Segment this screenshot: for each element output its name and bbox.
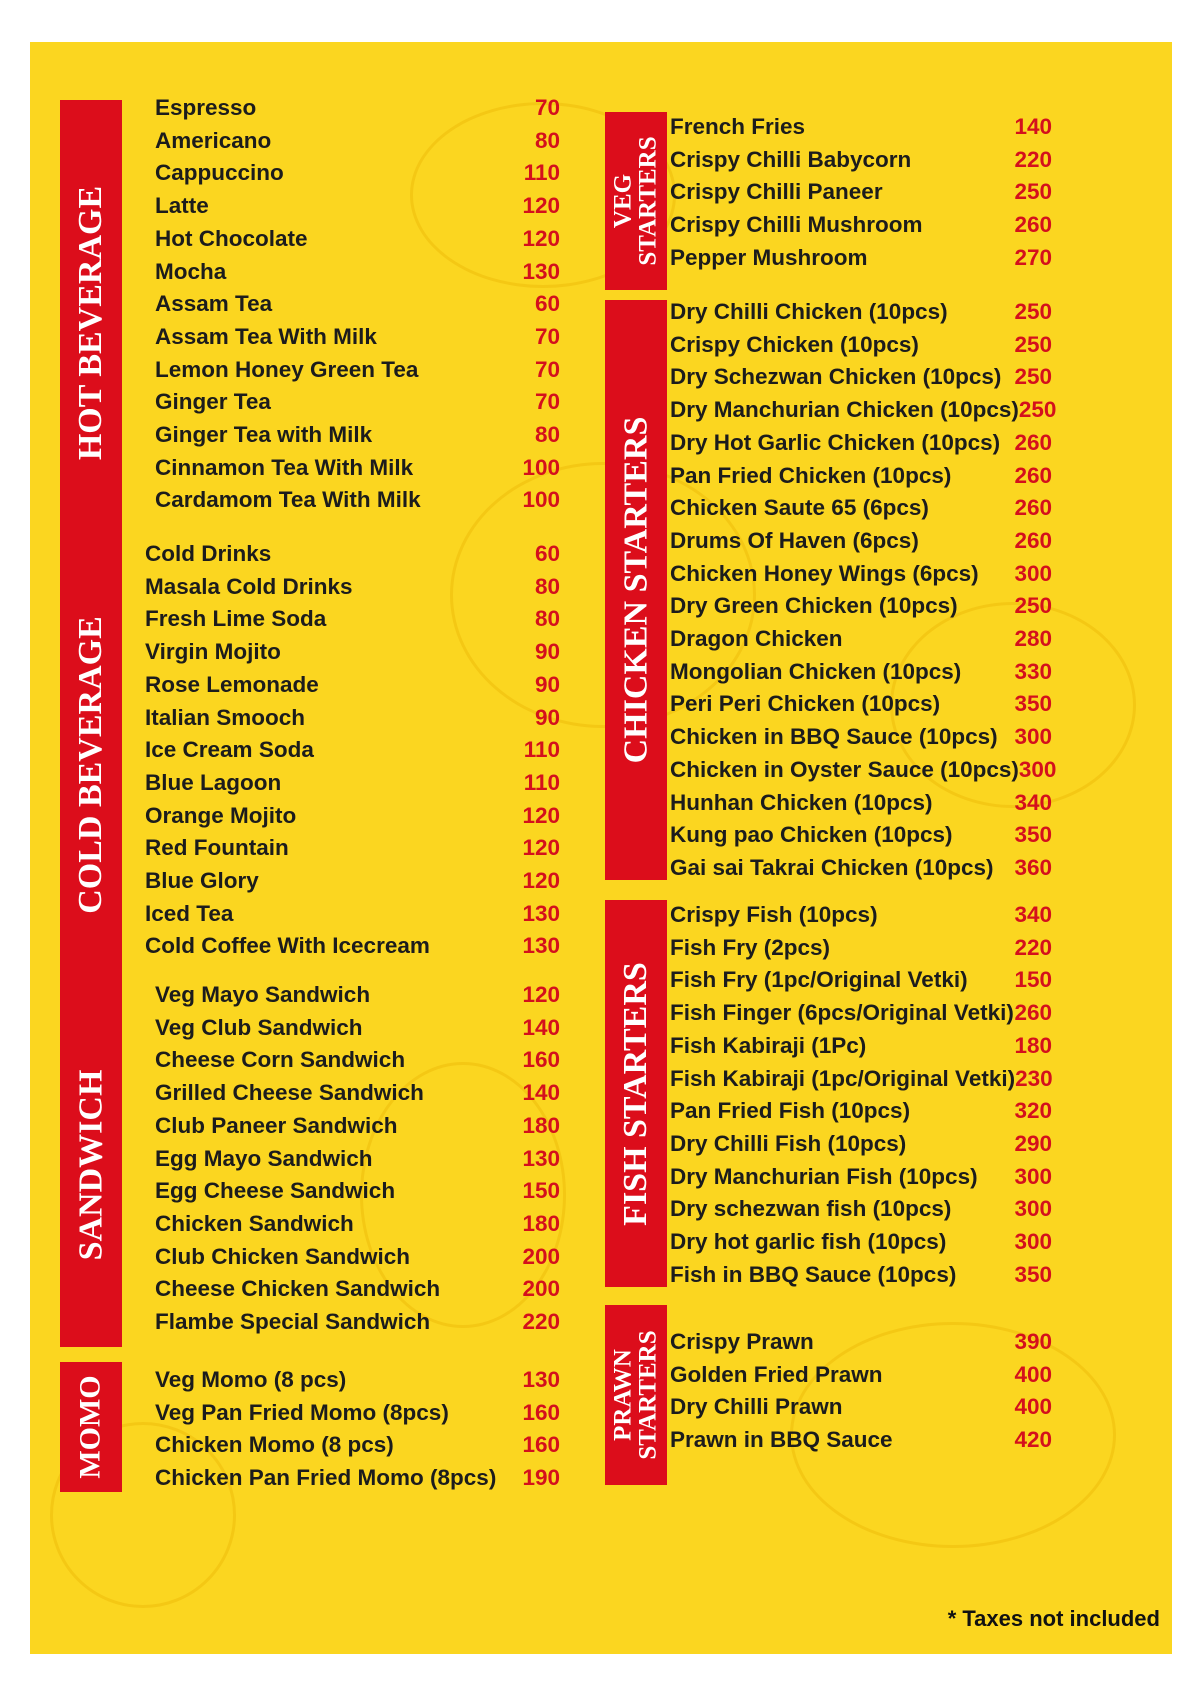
item-price: 260 [1014, 527, 1052, 553]
menu-item [670, 558, 1052, 590]
menu-item [670, 688, 1052, 720]
item-name: Veg Pan Fried Momo (8pcs) [155, 1399, 449, 1425]
item-price: 100 [522, 487, 560, 513]
item-price: 250 [1014, 179, 1052, 205]
menu-item [155, 1273, 560, 1305]
item-price: 250 [1014, 364, 1052, 390]
item-price: 100 [522, 454, 560, 480]
item-name: Crispy Fish (10pcs) [670, 902, 878, 927]
item-name: Cheese Chicken Sandwich [155, 1276, 441, 1302]
menu-item [155, 256, 560, 288]
item-name: Hot Chocolate [155, 225, 308, 251]
item-price: 180 [522, 1210, 560, 1236]
item-price: 260 [1014, 1000, 1052, 1026]
item-name: Flambe Special Sandwich [155, 1309, 431, 1334]
item-price: 120 [522, 802, 560, 828]
menu-item [145, 865, 560, 897]
item-price: 260 [1014, 495, 1052, 521]
menu-item [670, 427, 1052, 459]
item-name: Kung pao Chicken (10pcs) [670, 822, 953, 848]
item-name: Pepper Mushroom [670, 244, 868, 270]
item-name: Dry Chilli Prawn [670, 1394, 843, 1420]
item-price: 330 [1014, 658, 1052, 684]
menu-item [145, 734, 560, 766]
item-name: Crispy Chilli Paneer [670, 179, 883, 205]
sandwich-banner [60, 982, 122, 1347]
item-name: Dry Green Chicken (10pcs) [670, 593, 958, 619]
menu-item [670, 1259, 1052, 1291]
item-name: Pan Fried Fish (10pcs) [670, 1098, 911, 1124]
item-price: 130 [522, 900, 560, 926]
item-name: Dry Manchurian Chicken (10pcs) [670, 397, 1019, 423]
menu-item [155, 1397, 560, 1429]
item-price: 130 [522, 1367, 560, 1392]
item-name: Veg Club Sandwich [155, 1014, 363, 1040]
item-price: 260 [1014, 212, 1052, 238]
item-price: 90 [534, 639, 560, 665]
item-name: Cold Drinks [145, 541, 272, 566]
item-price: 250 [1014, 331, 1052, 357]
menu-item [145, 603, 560, 635]
item-price: 130 [522, 1145, 560, 1171]
menu-item [155, 1143, 560, 1175]
item-name: Fish Kabiraji (1pc/Original Vetki) [670, 1065, 1016, 1091]
item-name: Grilled Cheese Sandwich [155, 1080, 424, 1106]
item-price: 350 [1014, 691, 1052, 717]
menu-item [670, 144, 1052, 176]
item-name: Dry Chilli Chicken (10pcs) [670, 299, 948, 324]
menu-item [145, 538, 560, 570]
menu-item [670, 525, 1052, 557]
item-price: 300 [1014, 1229, 1052, 1254]
item-price: 320 [1014, 1098, 1052, 1124]
item-price: 270 [1014, 244, 1052, 270]
menu-item [155, 354, 560, 386]
item-price: 200 [522, 1276, 560, 1302]
chicken-starters-banner [605, 300, 667, 880]
tax-note: * Taxes not included [947, 1606, 1160, 1631]
item-price: 70 [534, 356, 560, 382]
menu-item [670, 899, 1052, 931]
menu-item [145, 636, 560, 668]
menu-item [670, 1128, 1052, 1160]
menu-item [155, 419, 560, 451]
item-price: 120 [522, 982, 560, 1007]
menu-item [670, 394, 1057, 426]
momo-banner [60, 1362, 122, 1492]
item-price: 250 [1014, 299, 1052, 324]
item-price: 140 [522, 1080, 560, 1106]
menu-item [670, 656, 1052, 688]
menu-item [145, 800, 560, 832]
item-name: Dry Chilli Fish (10pcs) [670, 1130, 907, 1156]
item-name: Crispy Chicken (10pcs) [670, 331, 919, 357]
item-name: Cheese Corn Sandwich [155, 1047, 406, 1073]
item-price: 130 [522, 933, 560, 959]
item-name: Pan Fried Chicken (10pcs) [670, 462, 952, 488]
item-price: 160 [522, 1399, 560, 1425]
item-name: Rose Lemonade [145, 671, 319, 697]
menu-item [145, 571, 560, 603]
item-name: Assam Tea With Milk [155, 323, 377, 349]
menu-item [145, 702, 560, 734]
menu-item [155, 190, 560, 222]
item-name: Egg Mayo Sandwich [155, 1145, 373, 1171]
cold-beverage-banner [60, 542, 122, 987]
item-name: Drums Of Haven (6pcs) [670, 527, 919, 553]
item-name: Masala Cold Drinks [145, 573, 353, 599]
menu-item [155, 1208, 560, 1240]
section-title: VEG [610, 173, 638, 229]
menu-item [670, 492, 1052, 524]
menu-item [670, 787, 1052, 819]
item-name: Veg Momo (8 pcs) [155, 1367, 347, 1392]
menu-item [670, 721, 1052, 753]
item-name: Fish Kabiraji (1Pc) [670, 1032, 867, 1058]
item-price: 350 [1014, 822, 1052, 848]
item-name: Mongolian Chicken (10pcs) [670, 658, 962, 684]
menu-item [155, 1306, 560, 1338]
section-title: MOMO [74, 1375, 107, 1479]
item-name: Dry schezwan fish (10pcs) [670, 1196, 952, 1222]
menu-item [155, 125, 560, 157]
menu-item [155, 321, 560, 353]
menu-item [670, 1424, 1052, 1456]
menu-item [145, 767, 560, 799]
item-name: Peri Peri Chicken (10pcs) [670, 691, 941, 717]
veg-starters-banner [605, 112, 667, 290]
item-price: 150 [1014, 967, 1052, 993]
section-title: STARTERS [635, 1330, 663, 1460]
menu-item [670, 1226, 1052, 1258]
menu-item [670, 852, 1052, 884]
item-name: Dragon Chicken [670, 626, 843, 651]
item-name: Club Paneer Sandwich [155, 1112, 398, 1138]
item-name: Crispy Chilli Mushroom [670, 212, 923, 238]
menu-item [670, 329, 1052, 361]
item-price: 400 [1014, 1361, 1052, 1387]
item-price: 120 [522, 835, 560, 861]
item-price: 300 [1014, 1163, 1052, 1189]
item-price: 390 [1014, 1329, 1052, 1354]
item-price: 80 [534, 573, 560, 599]
menu-item [670, 590, 1052, 622]
item-price: 70 [534, 323, 560, 349]
item-price: 190 [522, 1465, 560, 1491]
menu-item [155, 1110, 560, 1142]
menu-item [155, 452, 560, 484]
section-title: FISH STARTERS [617, 961, 654, 1226]
item-name: Egg Cheese Sandwich [155, 1178, 396, 1204]
item-price: 80 [534, 422, 560, 447]
menu-item [155, 1364, 560, 1396]
item-name: Chicken Sandwich [155, 1210, 354, 1236]
item-price: 120 [522, 193, 560, 219]
fish-starters-banner [605, 900, 667, 1287]
menu-item [155, 1175, 560, 1207]
item-name: Blue Lagoon [145, 769, 282, 795]
item-price: 120 [522, 868, 560, 893]
menu-item [145, 930, 560, 962]
item-name: Chicken in Oyster Sauce (10pcs) [670, 756, 1019, 782]
menu-item [155, 1241, 560, 1273]
menu-item [670, 1030, 1052, 1062]
menu-item [670, 819, 1052, 851]
item-name: Ginger Tea with Milk [155, 422, 373, 447]
menu-item [670, 296, 1052, 328]
item-name: Orange Mojito [145, 802, 297, 828]
menu-item [670, 1193, 1052, 1225]
menu-item [155, 1012, 560, 1044]
item-name: Golden Fried Prawn [670, 1361, 883, 1387]
menu-item [155, 1077, 560, 1109]
menu-item [145, 832, 560, 864]
item-name: Cold Coffee With Icecream [145, 933, 430, 959]
item-name: Dry Hot Garlic Chicken (10pcs) [670, 429, 1001, 455]
item-price: 150 [522, 1178, 560, 1204]
menu-item [155, 288, 560, 320]
item-price: 220 [1014, 146, 1052, 172]
menu-item [155, 1044, 560, 1076]
item-price: 360 [1014, 854, 1052, 880]
menu-item [670, 1095, 1052, 1127]
item-price: 80 [534, 606, 560, 632]
item-price: 220 [1014, 934, 1052, 960]
item-name: Cardamom Tea With Milk [155, 487, 421, 513]
item-price: 140 [1014, 114, 1052, 139]
item-price: 290 [1014, 1130, 1052, 1156]
menu-item [670, 209, 1052, 241]
item-price: 340 [1014, 902, 1052, 927]
menu-item [670, 242, 1052, 274]
menu-item [155, 157, 560, 189]
section-title: COLD BEVERAGE [72, 615, 109, 914]
item-name: Veg Mayo Sandwich [155, 982, 371, 1007]
item-price: 120 [522, 225, 560, 251]
menu-item [670, 997, 1052, 1029]
item-price: 400 [1014, 1394, 1052, 1420]
menu-item [155, 979, 560, 1011]
item-name: Fish Fry (1pc/Original Vetki) [670, 967, 968, 993]
section-title: HOT BEVERAGE [72, 185, 109, 460]
menu-item [670, 1161, 1052, 1193]
prawn-starters-banner [605, 1305, 667, 1485]
item-name: Chicken Pan Fried Momo (8pcs) [155, 1465, 497, 1491]
item-name: Fish in BBQ Sauce (10pcs) [670, 1261, 957, 1287]
item-price: 110 [523, 160, 560, 186]
item-price: 300 [1018, 756, 1057, 782]
item-price: 260 [1014, 462, 1052, 488]
menu-item [670, 1359, 1052, 1391]
item-name: Chicken Honey Wings (6pcs) [670, 560, 979, 586]
item-price: 70 [534, 389, 560, 415]
item-name: Blue Glory [145, 868, 259, 893]
item-price: 90 [534, 671, 560, 697]
item-name: Chicken Saute 65 (6pcs) [670, 495, 929, 521]
item-name: Chicken Momo (8 pcs) [155, 1432, 394, 1458]
menu-item [670, 1391, 1052, 1423]
item-price: 280 [1014, 626, 1052, 651]
section-title: PRAWN [610, 1349, 638, 1441]
item-name: Fresh Lime Soda [145, 606, 327, 632]
item-price: 300 [1014, 724, 1052, 750]
item-price: 110 [523, 737, 560, 763]
item-name: Assam Tea [155, 291, 273, 317]
item-price: 160 [522, 1432, 560, 1458]
item-price: 110 [523, 769, 560, 795]
item-name: French Fries [670, 114, 806, 139]
item-name: Ice Cream Soda [145, 737, 314, 763]
item-price: 230 [1015, 1065, 1053, 1091]
item-name: Hunhan Chicken (10pcs) [670, 789, 933, 815]
menu-item [155, 1429, 560, 1461]
item-price: 260 [1014, 429, 1052, 455]
menu-item [670, 964, 1052, 996]
item-name: Espresso [155, 95, 257, 120]
item-price: 70 [534, 95, 560, 120]
item-name: Crispy Chilli Babycorn [670, 146, 912, 172]
item-name: Cappuccino [155, 160, 284, 186]
menu-item [145, 669, 560, 701]
section-title: CHICKEN STARTERS [617, 416, 655, 764]
item-name: Crispy Prawn [670, 1329, 814, 1354]
item-name: Club Chicken Sandwich [155, 1243, 411, 1269]
item-price: 250 [1014, 593, 1052, 619]
menu-item [670, 1326, 1052, 1358]
item-name: Lemon Honey Green Tea [155, 356, 419, 382]
item-name: Fish Fry (2pcs) [670, 934, 831, 960]
item-price: 140 [522, 1014, 560, 1040]
item-name: Ginger Tea [155, 389, 271, 415]
item-price: 160 [522, 1047, 560, 1073]
menu-item [155, 223, 560, 255]
item-name: Americano [155, 127, 272, 153]
item-name: Mocha [155, 258, 227, 284]
menu-item [155, 484, 560, 516]
item-name: Prawn in BBQ Sauce [670, 1427, 893, 1453]
item-price: 90 [534, 704, 560, 730]
item-price: 250 [1018, 397, 1057, 423]
item-price: 180 [522, 1112, 560, 1138]
item-price: 60 [534, 291, 560, 317]
menu-item [670, 176, 1052, 208]
item-price: 200 [522, 1243, 560, 1269]
menu-item [670, 361, 1052, 393]
item-name: Latte [155, 193, 209, 219]
item-price: 420 [1014, 1427, 1052, 1453]
section-title: SANDWICH [72, 1069, 109, 1260]
item-name: Italian Smooch [145, 704, 306, 730]
menu-item [155, 386, 560, 418]
item-price: 180 [1014, 1032, 1052, 1058]
menu-sheet [30, 42, 1172, 1654]
item-name: Dry Manchurian Fish (10pcs) [670, 1163, 978, 1189]
menu-item [670, 623, 1052, 655]
section-title: STARTERS [635, 136, 663, 266]
item-price: 80 [534, 127, 560, 153]
menu-item [670, 1063, 1052, 1095]
item-name: Gai sai Takrai Chicken (10pcs) [670, 854, 994, 880]
item-name: Iced Tea [145, 900, 234, 926]
item-price: 60 [534, 541, 560, 566]
item-name: Virgin Mojito [145, 639, 281, 665]
item-name: Red Fountain [145, 835, 289, 861]
item-name: Fish Finger (6pcs/Original Vetki) [670, 1000, 1014, 1026]
menu-item [670, 932, 1052, 964]
item-price: 350 [1014, 1261, 1052, 1287]
menu-item [155, 92, 560, 124]
item-name: Cinnamon Tea With Milk [155, 454, 414, 480]
item-name: Dry hot garlic fish (10pcs) [670, 1229, 947, 1254]
item-name: Dry Schezwan Chicken (10pcs) [670, 364, 1002, 390]
menu-item [670, 460, 1052, 492]
menu-item [145, 898, 560, 930]
menu-item [155, 1462, 560, 1494]
item-price: 300 [1014, 1196, 1052, 1222]
hot-beverage-banner [60, 100, 122, 545]
item-price: 130 [522, 258, 560, 284]
item-price: 220 [522, 1309, 560, 1334]
item-price: 340 [1014, 789, 1052, 815]
menu-item [670, 111, 1052, 143]
item-name: Chicken in BBQ Sauce (10pcs) [670, 724, 998, 750]
item-price: 300 [1014, 560, 1052, 586]
menu-item [670, 754, 1057, 786]
